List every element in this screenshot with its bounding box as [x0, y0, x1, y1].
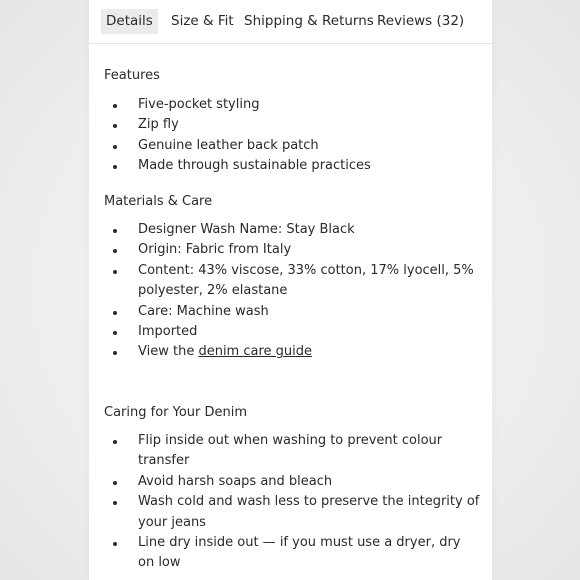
bullet-icon: [113, 229, 117, 233]
product-details-panel: [89, 0, 492, 580]
tab-details[interactable]: Details: [101, 9, 158, 34]
bullet-icon: [113, 249, 117, 253]
list-item: [89, 342, 492, 362]
materials-care-heading: Materials & Care: [104, 194, 213, 209]
materials-list: [89, 220, 492, 363]
list-item: Genuine leather back patch: [89, 136, 492, 156]
tab-shipping-returns[interactable]: Shipping & Returns: [244, 13, 374, 29]
list-item: Made through sustainable practices: [89, 156, 492, 176]
features-list: [89, 95, 492, 177]
tab-size-fit[interactable]: Size & Fit: [171, 13, 234, 29]
bullet-icon: [113, 311, 117, 315]
list-item: Five-pocket styling: [89, 95, 492, 115]
tab-bar: [89, 0, 492, 44]
care-guide-prefix: View the: [138, 344, 199, 360]
list-item: Content: 43% viscose, 33% cotton, 17% lyocell, 5% polyester, 2% elastane: [89, 261, 492, 302]
bullet-icon: [113, 145, 117, 149]
bullet-icon: [113, 351, 117, 355]
bullet-icon: [113, 270, 117, 274]
bullet-icon: [113, 542, 117, 546]
list-item: Designer Wash Name: Stay Black: [89, 220, 492, 240]
bullet-icon: [113, 331, 117, 335]
list-item: Imported: [89, 322, 492, 342]
list-item: Avoid harsh soaps and bleach: [89, 472, 492, 492]
bullet-icon: [113, 481, 117, 485]
bullet-icon: [113, 124, 117, 128]
caring-heading: Caring for Your Denim: [104, 405, 248, 420]
list-item: Origin: Fabric from Italy: [89, 240, 492, 260]
denim-care-guide-link[interactable]: denim care guide: [198, 344, 313, 360]
list-item: Line dry inside out — if you must use a dryer, dry on low: [89, 533, 492, 574]
list-item: Zip fly: [89, 115, 492, 135]
bullet-icon: [113, 165, 117, 169]
features-heading: Features: [104, 68, 160, 83]
caring-list: [89, 431, 492, 574]
bullet-icon: [113, 104, 117, 108]
list-item: Care: Machine wash: [89, 302, 492, 322]
list-item: Flip inside out when washing to prevent colour transfer: [89, 431, 492, 472]
bullet-icon: [113, 440, 117, 444]
list-item: Wash cold and wash less to preserve the integrity of your jeans: [89, 492, 492, 533]
bullet-icon: [113, 501, 117, 505]
tab-reviews[interactable]: Reviews (32): [377, 13, 465, 29]
